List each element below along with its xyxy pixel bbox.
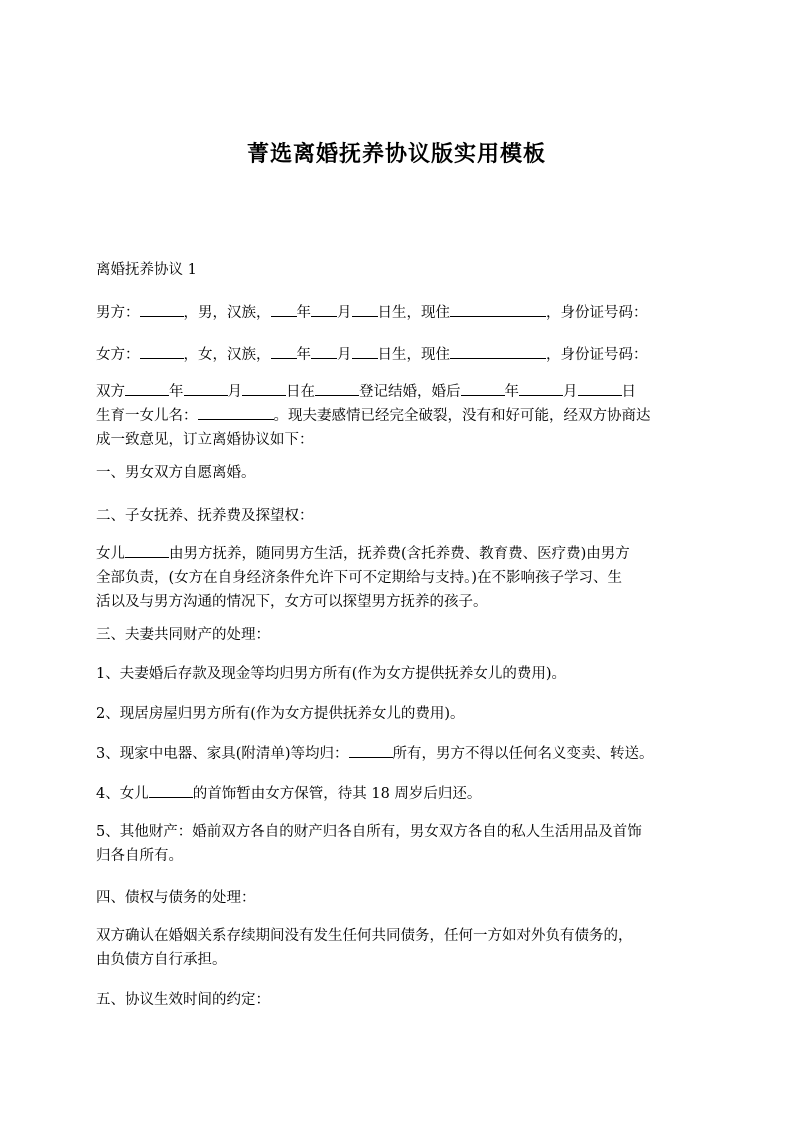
custody-text: 由男方抚养，随同男方生活，抚养费(含托养费、教育费、医疗费)由男方 bbox=[169, 546, 630, 562]
marriage-text: 日 bbox=[621, 384, 636, 400]
male-party-line bbox=[96, 301, 696, 325]
marriage-month-blank bbox=[184, 380, 228, 396]
female-name-blank bbox=[140, 343, 184, 359]
birth-day-blank bbox=[578, 380, 622, 396]
debt-line-1: 双方确认在婚姻关系存续期间没有发生任何共同债务，任何一方如对外负有债务的， bbox=[96, 928, 633, 944]
daughter-name-blank bbox=[198, 404, 274, 420]
section-5: 五、协议生效时间的约定： bbox=[96, 992, 270, 1008]
male-address-blank bbox=[450, 301, 546, 317]
custody-line-1 bbox=[96, 542, 696, 566]
male-month-label: 月 bbox=[337, 305, 352, 321]
marriage-text: 年 bbox=[504, 384, 519, 400]
marriage-day-blank bbox=[242, 380, 286, 396]
marriage-line-2 bbox=[96, 404, 696, 428]
female-day-blank bbox=[352, 343, 378, 359]
female-month-label: 月 bbox=[337, 347, 352, 363]
male-name-blank bbox=[140, 301, 184, 317]
marriage-line-1 bbox=[96, 380, 696, 404]
debt-paragraph bbox=[96, 924, 696, 972]
marriage-text: 年 bbox=[169, 384, 184, 400]
custody-paragraph bbox=[96, 542, 696, 614]
document-title: 菁选离婚抚养协议版实用模板 bbox=[246, 142, 546, 167]
property-5-line-1: 5、其他财产：婚前双方各自的财产归各自所有，男女双方各自的私人生活用品及首饰 bbox=[96, 824, 642, 840]
female-party-line bbox=[96, 343, 696, 367]
male-prefix: 男方： bbox=[96, 305, 140, 321]
property-3-text: 3、现家中电器、家具(附清单)等均归： bbox=[96, 746, 349, 762]
marriage-text: 生育一女儿名： bbox=[96, 408, 198, 424]
property-3-text: 所有，男方不得以任何名义变卖、转送。 bbox=[392, 746, 654, 762]
custody-line-2: 全部负责，(女方在自身经济条件允许下可不定期给与支持。)在不影响孩子学习、生 bbox=[96, 570, 623, 586]
daughter-jewelry-blank bbox=[149, 782, 193, 798]
section-2: 二、子女抚养、抚养费及探望权： bbox=[96, 508, 314, 524]
male-birth-label: 日生，现住 bbox=[377, 305, 450, 321]
marriage-text: 登记结婚，婚后 bbox=[359, 384, 461, 400]
marriage-text: 月 bbox=[563, 384, 578, 400]
property-5-line-2: 归各自所有。 bbox=[96, 848, 183, 864]
marriage-paragraph bbox=[96, 380, 696, 452]
property-item-3 bbox=[96, 742, 696, 766]
property-4-text: 的首饰暂由女方保管，待其 18 周岁后归还。 bbox=[192, 786, 482, 802]
female-prefix: 女方： bbox=[96, 347, 140, 363]
section-4: 四、债权与债务的处理： bbox=[96, 890, 256, 906]
section-3: 三、夫妻共同财产的处理： bbox=[96, 627, 270, 643]
marriage-place-blank bbox=[315, 380, 359, 396]
male-day-blank bbox=[352, 301, 378, 317]
male-year-label: 年 bbox=[296, 305, 311, 321]
male-after-name: ，男，汉族， bbox=[183, 305, 271, 321]
female-year-blank bbox=[271, 343, 297, 359]
female-after-name: ，女，汉族， bbox=[183, 347, 271, 363]
custody-line-3: 活以及与男方沟通的情况下，女方可以探望男方抚养的孩子。 bbox=[96, 594, 488, 610]
female-birth-label: 日生，现住 bbox=[377, 347, 450, 363]
birth-month-blank bbox=[519, 380, 563, 396]
marriage-text: 双方 bbox=[96, 384, 125, 400]
marriage-text: 日在 bbox=[286, 384, 315, 400]
female-month-blank bbox=[311, 343, 337, 359]
property-item-2: 2、现居房屋归男方所有(作为女方提供抚养女儿的费用)。 bbox=[96, 706, 465, 722]
male-id-label: ，身份证号码： bbox=[546, 305, 648, 321]
custody-text: 女儿 bbox=[96, 546, 125, 562]
property-item-4 bbox=[96, 782, 696, 806]
property-4-text: 4、女儿 bbox=[96, 786, 149, 802]
property-item-5 bbox=[96, 820, 696, 868]
agreement-heading: 离婚抚养协议 1 bbox=[96, 262, 197, 278]
marriage-text: 月 bbox=[227, 384, 242, 400]
section-1: 一、男女双方自愿离婚。 bbox=[96, 465, 256, 481]
male-year-blank bbox=[271, 301, 297, 317]
female-id-label: ，身份证号码： bbox=[546, 347, 648, 363]
property-item-1: 1、夫妻婚后存款及现金等均归男方所有(作为女方提供抚养女儿的费用)。 bbox=[96, 666, 567, 682]
male-month-blank bbox=[311, 301, 337, 317]
appliance-owner-blank bbox=[349, 742, 393, 758]
marriage-year-blank bbox=[125, 380, 169, 396]
debt-line-2: 由负债方自行承担。 bbox=[96, 952, 227, 968]
birth-year-blank bbox=[461, 380, 505, 396]
female-address-blank bbox=[450, 343, 546, 359]
daughter-blank bbox=[125, 542, 169, 558]
female-year-label: 年 bbox=[296, 347, 311, 363]
marriage-text: 。现夫妻感情已经完全破裂，没有和好可能，经双方协商达 bbox=[273, 408, 651, 424]
marriage-line-3: 成一致意见，订立离婚协议如下： bbox=[96, 432, 314, 448]
